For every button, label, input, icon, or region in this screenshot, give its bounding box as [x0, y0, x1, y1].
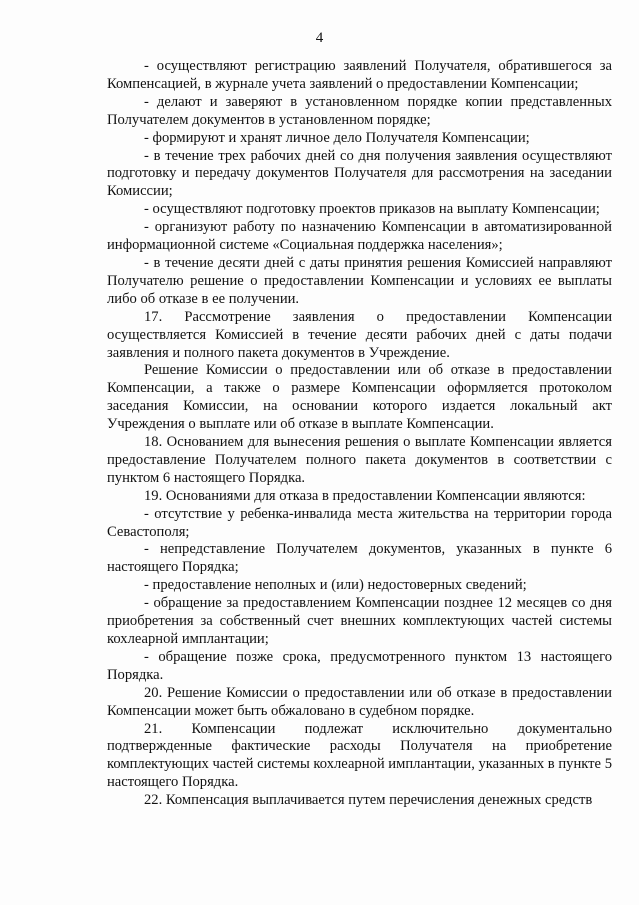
clause-20: 20. Решение Комиссии о предоставлении или об отказе в предоставлении Компенсации может быть обжаловано в судебном порядке.	[107, 684, 612, 719]
clause-22: 22. Компенсация выплачивается путем перечисления денежных средств	[144, 792, 593, 809]
page-number: 4	[315, 30, 324, 46]
refusal-item-late-12-months: - обращение за предоставлением Компенсации позднее 12 месяцев со дня приобретения за собственный счет внешних комплектующих частей системы кохлеарной имплантации;	[107, 595, 612, 647]
refusal-item-late-deadline: - обращение позже срока, предусмотренного пунктом 13 настоящего Порядка.	[107, 648, 612, 683]
list-item-transfer-documents: - в течение трех рабочих дней со дня получения заявления осуществляют подготовку и передачу документов Получателя для рассмотрения на заседании Комиссии;	[107, 147, 612, 200]
refusal-item-residence: - отсутствие у ребенка-инвалида места жительства на территории города Севастополя;	[107, 505, 612, 540]
clause-18: 18. Основанием для вынесения решения о выплате Компенсации является предоставление Получателем полного пакета документов в соответствии с пунктом 6 настоящего Порядка.	[107, 434, 612, 486]
clause-17-decision: Решение Комиссии о предоставлении или об отказе в предоставлении Компенсации, а также о размере Компенсации оформляется протоколом заседания Комиссии, на основании которого издается локальный акт Учреждения о выплате или об отказе в выплате Компенсации.	[107, 362, 612, 433]
refusal-item-incomplete-info: - предоставление неполных и (или) недостоверных сведений;	[144, 577, 527, 594]
list-item-organize-work: - организуют работу по назначению Компенсации в автоматизированной информационной системе «Социальная поддержка населения»;	[107, 219, 612, 254]
clause-17: 17. Рассмотрение заявления о предоставлении Компенсации осуществляется Комиссией в течение десяти рабочих дней с даты подачи заявления и полного пакета документов в Учреждение.	[107, 308, 612, 361]
refusal-item-documents: - непредставление Получателем документов, указанных в пункте 6 настоящего Порядка;	[107, 541, 612, 576]
list-item-send-decision: - в течение десяти дней с даты принятия решения Комиссией направляют Получателю решение о предоставлении Компенсации и условиях ее выплаты либо об отказе в ее получении.	[107, 254, 612, 307]
document-body	[107, 58, 612, 810]
clause-19: 19. Основаниями для отказа в предоставлении Компенсации являются:	[144, 487, 586, 504]
clause-21: 21. Компенсации подлежат исключительно документально подтвержденные фактические расходы Получателя на приобретение комплектующих частей системы кохлеарной имплантации, указанных в пункте 5 настоящего Порядка.	[107, 720, 612, 791]
list-item-personal-file: - формируют и хранят личное дело Получателя Компенсации;	[144, 129, 530, 146]
list-item-registration: - осуществляют регистрацию заявлений Получателя, обратившегося за Компенсацией, в журнале учета заявлений о предоставлении Компенсации;	[107, 58, 612, 92]
list-item-copies: - делают и заверяют в установленном порядке копии представленных Получателем документов в установленном порядке;	[107, 93, 612, 128]
list-item-draft-orders: - осуществляют подготовку проектов приказов на выплату Компенсации;	[144, 201, 600, 218]
